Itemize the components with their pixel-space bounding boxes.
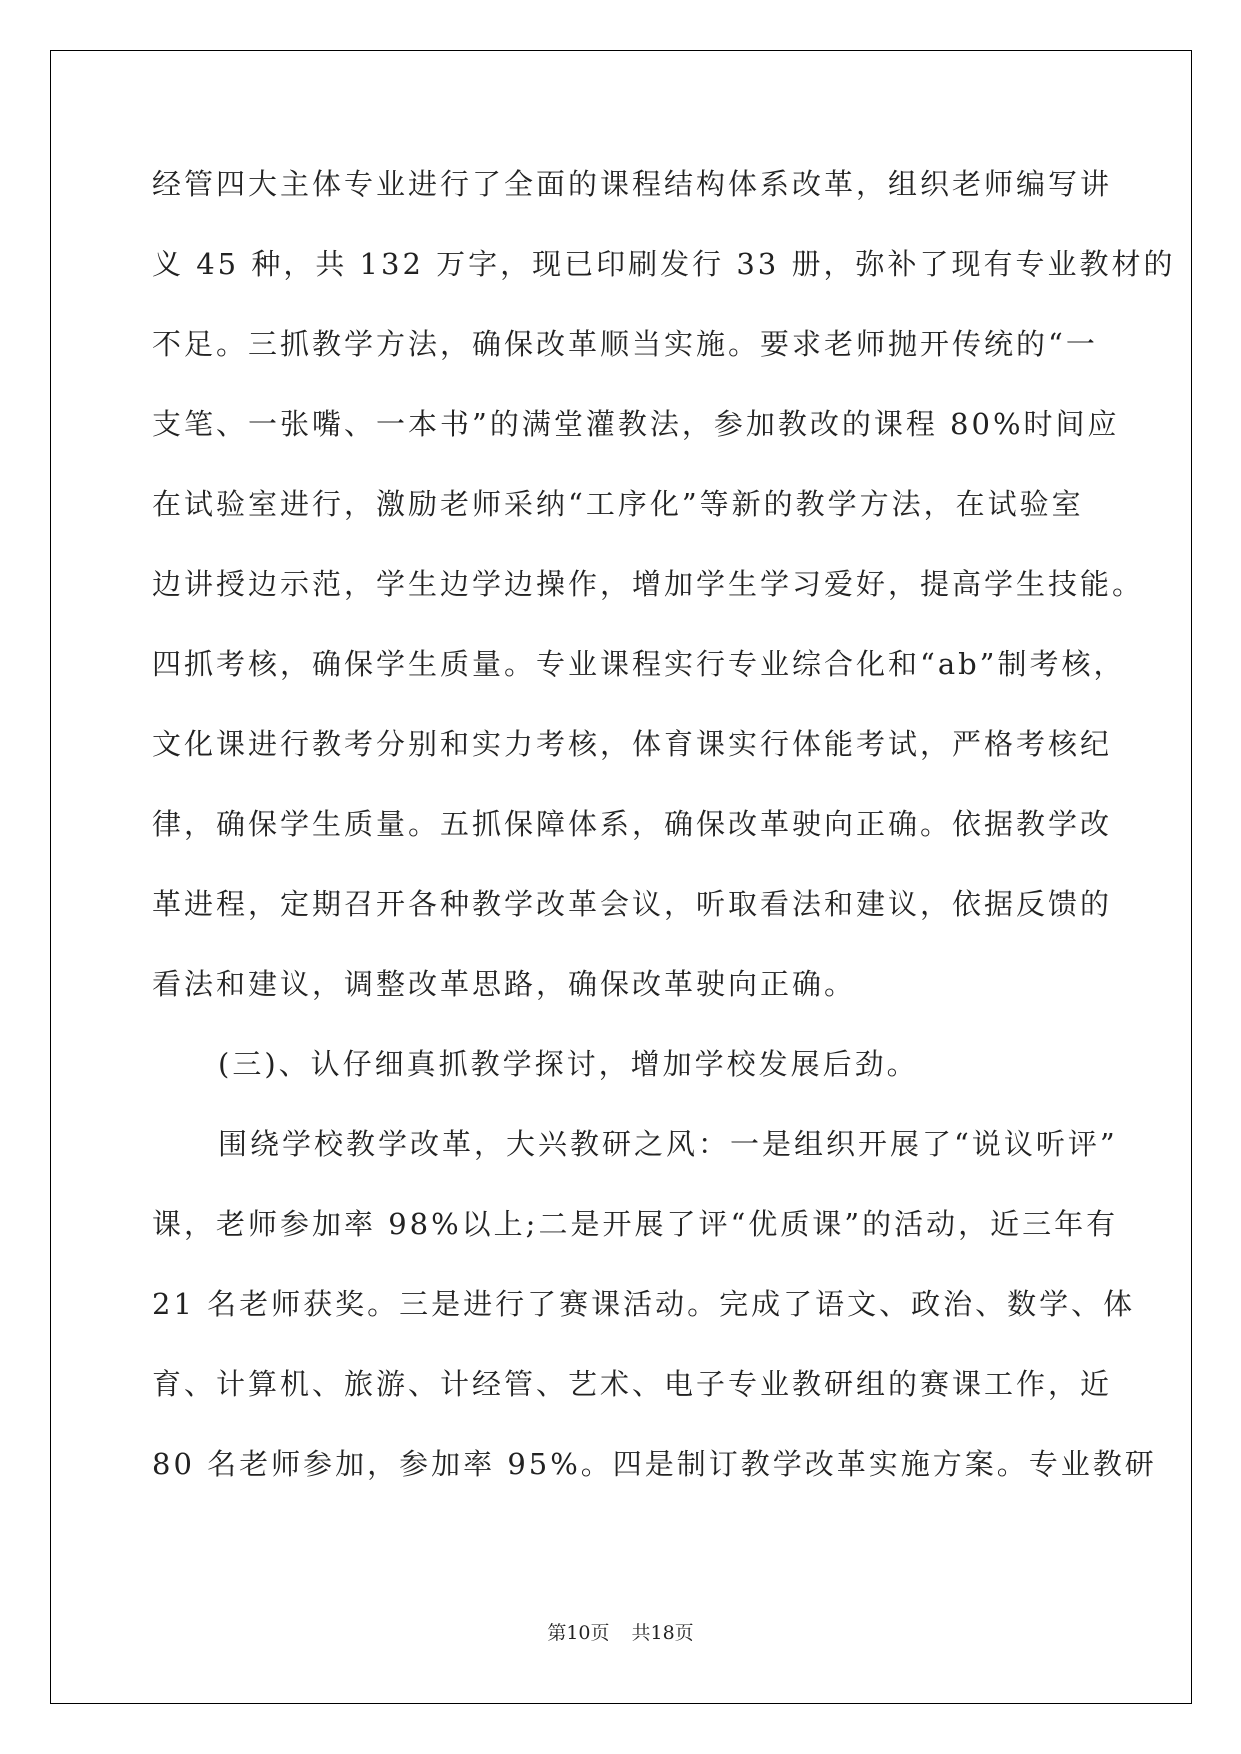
text-line: 育、计算机、旅游、计经管、艺术、电子专业教研组的赛课工作，近	[152, 1367, 1113, 1401]
text-line: 80 名老师参加，参加率 95%。四是制订教学改革实施方案。专业教研	[152, 1447, 1157, 1481]
text-line: 看法和建议，调整改革思路，确保改革驶向正确。	[152, 967, 857, 1001]
text-line: 在试验室进行，激励老师采纳“工序化”等新的教学方法，在试验室	[152, 487, 1084, 521]
text-line: 文化课进行教考分别和实力考核，体育课实行体能考试，严格考核纪	[152, 727, 1113, 761]
page-total: 共18页	[631, 1622, 694, 1644]
text-line: 不足。三抓教学方法，确保改革顺当实施。要求老师抛开传统的“一	[152, 327, 1098, 361]
text-line: 革进程，定期召开各种教学改革会议，听取看法和建议，依据反馈的	[152, 887, 1113, 921]
text-line: 律，确保学生质量。五抓保障体系，确保改革驶向正确。依据教学改	[152, 807, 1113, 841]
text-line: (三)、认仔细真抓教学探讨，增加学校发展后劲。	[218, 1047, 919, 1081]
document-body	[152, 160, 1176, 1520]
text-line: 义 45 种，共 132 万字，现已印刷发行 33 册，弥补了现有专业教材的	[152, 247, 1176, 281]
text-line: 支笔、一张嘴、一本书”的满堂灌教法，参加教改的课程 80%时间应	[152, 407, 1120, 441]
text-line: 21 名老师获奖。三是进行了赛课活动。完成了语文、政治、数学、体	[152, 1287, 1136, 1321]
text-line: 围绕学校教学改革，大兴教研之风：一是组织开展了“说议听评”	[218, 1127, 1118, 1161]
text-line: 边讲授边示范，学生边学边操作，增加学生学习爱好，提高学生技能。	[152, 567, 1145, 601]
text-line: 经管四大主体专业进行了全面的课程结构体系改革，组织老师编写讲	[152, 167, 1113, 201]
text-line: 四抓考核，确保学生质量。专业课程实行专业综合化和“ab”制考核，	[152, 647, 1126, 681]
text-line: 课，老师参加率 98%以上;二是开展了评“优质课”的活动，近三年有	[152, 1207, 1119, 1241]
page-footer	[0, 1618, 1241, 1645]
page-number: 第10页	[547, 1622, 610, 1644]
